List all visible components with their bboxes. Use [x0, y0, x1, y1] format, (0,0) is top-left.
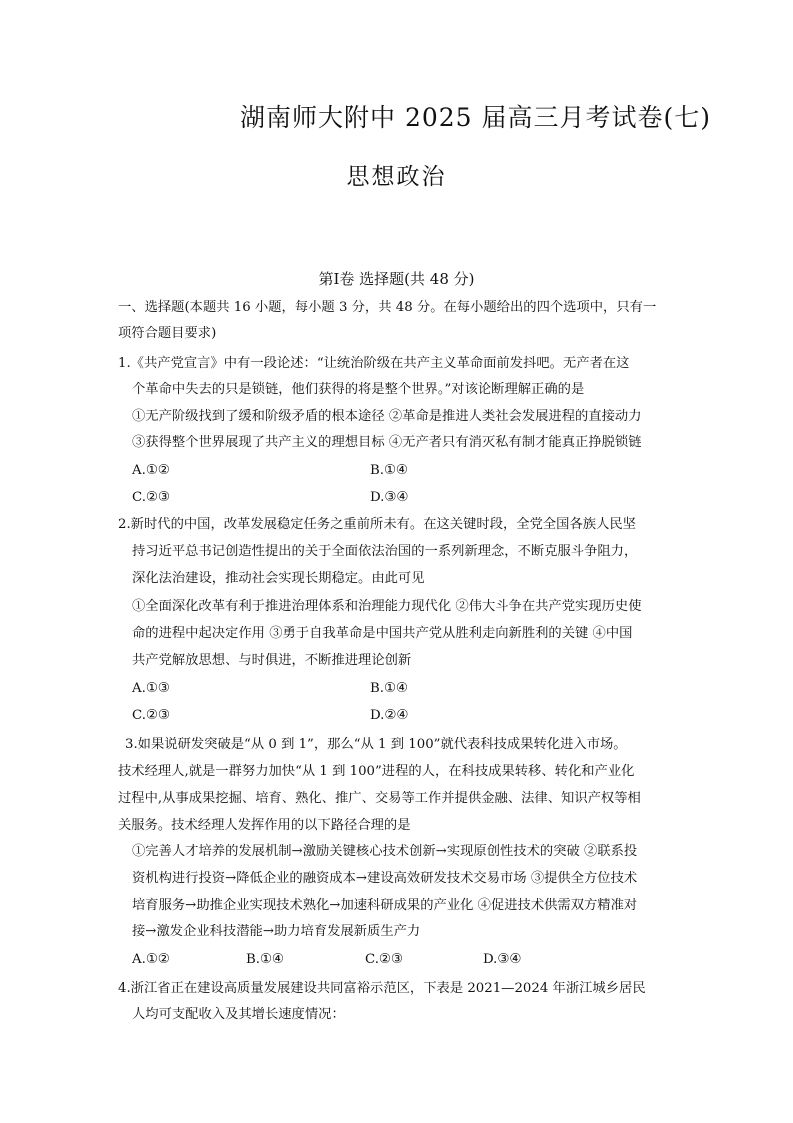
exam-title: 湖南师大附中 2025 届高三月考试卷(七) [240, 103, 712, 132]
question-3-stem: 技术经理人,就是一群努力加快“从 1 到 100”进程的人，在科技成果转移、转化和产业化 [118, 764, 635, 779]
question-3-stem: 3.如果说研发突破是“从 0 到 1”，那么“从 1 到 100”就代表科技成果转化进入市场。 [125, 737, 627, 752]
question-2-stem: 持习近平总书记创造性提出的关于全面依法治国的一系列新理念，不断克服斗争阻力， [132, 544, 638, 559]
question-2-option-b[interactable]: B.①④ [370, 681, 408, 696]
question-1-statement: ③获得整个世界展现了共产主义的理想目标 ④无产者只有消灭私有制才能真正挣脱锁链 [132, 435, 642, 450]
question-3-option-a[interactable]: A.①② [132, 952, 170, 967]
question-1-option-c[interactable]: C.②③ [132, 490, 170, 505]
question-2-option-a[interactable]: A.①③ [132, 681, 170, 696]
question-3-option-c[interactable]: C.②③ [365, 952, 403, 967]
question-3-statement: 培育服务→助推企业实现技术熟化→加速科研成果的产业化 ④促进技术供需双方精准对 [132, 898, 638, 913]
question-1-option-a[interactable]: A.①② [132, 463, 170, 478]
question-1-stem: 个革命中失去的只是锁链，他们获得的将是整个世界。”对该论断理解正确的是 [132, 382, 585, 397]
question-2-statement: ①全面深化改革有利于推进治理体系和治理能力现代化 ②伟大斗争在共产党实现历史使 [132, 599, 642, 614]
question-1-stem: 1.《共产党宣言》中有一段论述：“让统治阶级在共产主义革命面前发抖吧。无产者在这 [118, 356, 630, 371]
question-4-stem: 4.浙江省正在建设高质量发展建设共同富裕示范区，下表是 2021—2024 年浙江城乡居民 [118, 981, 646, 996]
question-3-option-d[interactable]: D.③④ [483, 952, 522, 967]
question-3-stem: 过程中,从事成果挖掘、培育、熟化、推广、交易等工作并提供金融、法律、知识产权等相 [118, 791, 641, 806]
question-3-statement: ①完善人才培养的发展机制→激励关键核心技术创新→实现原创性技术的突破 ②联系投 [132, 844, 638, 859]
question-3-statement: 资机构进行投资→降低企业的融资成本→建设高效研发技术交易市场 ③提供全方位技术 [132, 871, 638, 886]
question-2-statement: 命的进程中起决定作用 ③勇于自我革命是中国共产党从胜利走向新胜利的关键 ④中国 [132, 626, 633, 641]
question-2-option-d[interactable]: D.②④ [370, 708, 409, 723]
question-2-statement: 共产党解放思想、与时俱进，不断推进理论创新 [132, 653, 412, 668]
question-2-stem: 2.新时代的中国，改革发展稳定任务之重前所未有。在这关键时段，全党全国各族人民坚 [118, 517, 636, 532]
question-2-option-c[interactable]: C.②③ [132, 708, 170, 723]
question-4-stem: 人均可支配收入及其增长速度情况： [132, 1007, 345, 1022]
question-3-statement: 接→激发企业科技潜能→助力培育发展新质生产力 [132, 924, 421, 939]
question-2-stem: 深化法治建设，推动社会实现长期稳定。由此可见 [132, 571, 425, 586]
question-3-stem: 关服务。技术经理人发挥作用的以下路径合理的是 [118, 818, 411, 833]
instructions-line: 项符合题目要求) [118, 326, 217, 341]
question-1-option-d[interactable]: D.③④ [370, 490, 409, 505]
instructions-line: 一、选择题(本题共 16 小题，每小题 3 分，共 48 分。在每小题给出的四个选项中，只有一 [118, 300, 657, 315]
question-3-option-b[interactable]: B.①④ [246, 952, 284, 967]
section-heading: 第Ⅰ卷 选择题(共 48 分) [318, 270, 475, 288]
question-1-option-b[interactable]: B.①④ [370, 463, 408, 478]
question-1-statement: ①无产阶级找到了缓和阶级矛盾的根本途径 ②革命是推进人类社会发展进程的直接动力 [132, 409, 642, 424]
subject-title: 思想政治 [346, 164, 447, 190]
